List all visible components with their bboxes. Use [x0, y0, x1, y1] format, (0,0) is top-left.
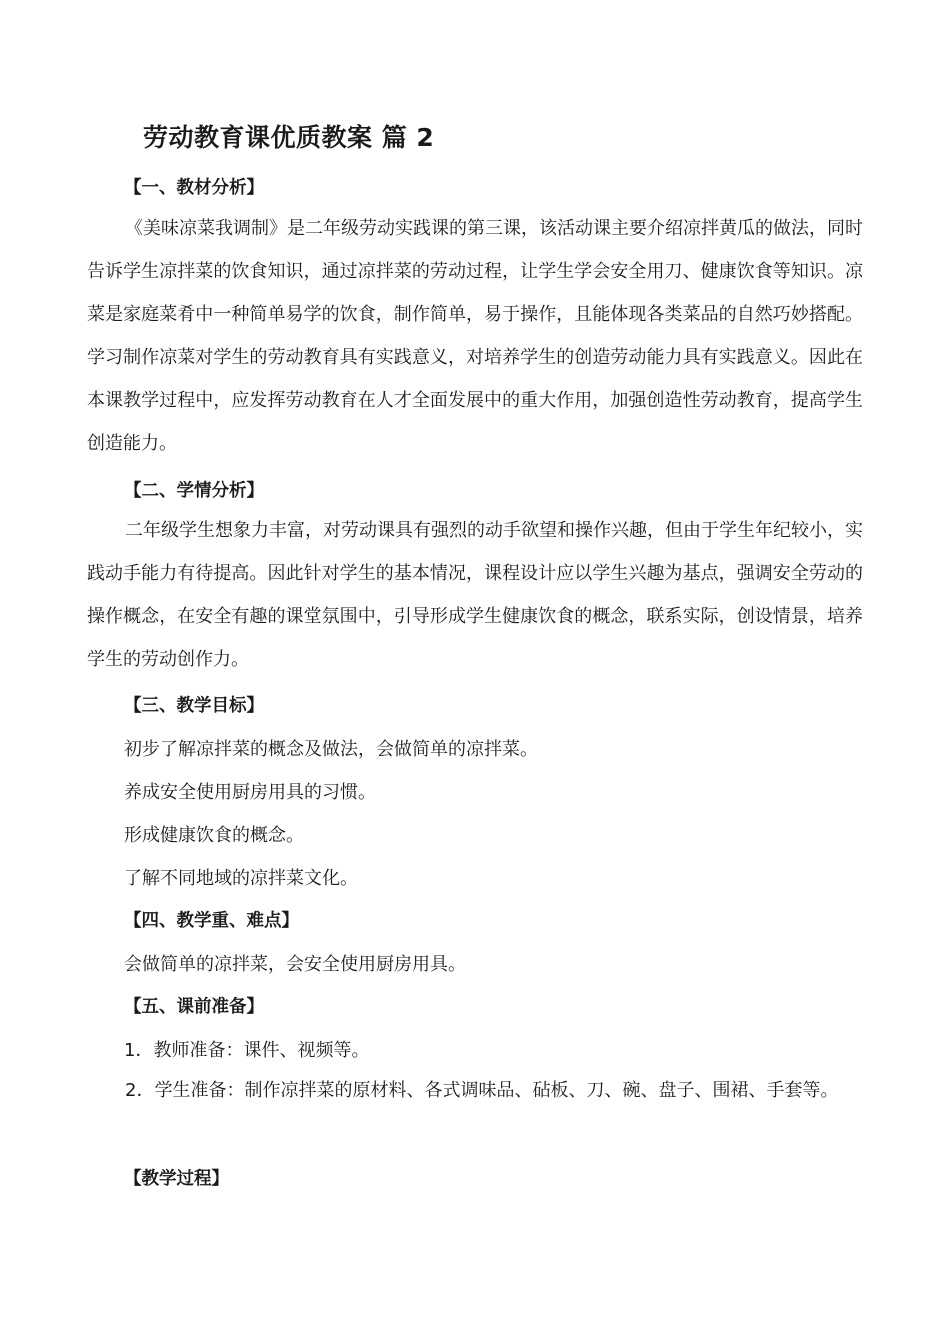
key-points-text: 会做简单的凉拌菜，会安全使用厨房用具。 — [124, 954, 466, 975]
section-heading-student-analysis: 【二、学情分析】 — [124, 481, 264, 501]
document-title: 劳动教育课优质教案 篇 2 — [143, 123, 435, 152]
section-heading-preparation: 【五、课前准备】 — [124, 997, 264, 1017]
preparation-item-teacher: 1．教师准备：课件、视频等。 — [124, 1040, 370, 1061]
section-heading-teaching-objectives: 【三、教学目标】 — [124, 696, 264, 716]
section-heading-teaching-process: 【教学过程】 — [124, 1169, 229, 1189]
objective-item: 形成健康饮食的概念。 — [124, 825, 304, 846]
objective-item: 初步了解凉拌菜的概念及做法，会做简单的凉拌菜。 — [124, 739, 538, 760]
objective-item: 养成安全使用厨房用具的习惯。 — [124, 782, 376, 803]
section-heading-key-points: 【四、教学重、难点】 — [124, 911, 299, 931]
preparation-item-student: 2．学生准备：制作凉拌菜的原材料、各式调味品、砧板、刀、碗、盘子、围裙、手套等。 — [125, 1080, 839, 1101]
paragraph-textbook-analysis: 《美味凉菜我调制》是二年级劳动实践课的第三课，该活动课主要介绍凉拌黄瓜的做法，同时告诉学生凉拌菜的饮食知识，通过凉拌菜的劳动过程，让学生学会安全用刀、健康饮食等知识。凉菜是家庭菜肴中一种简单易学的饮食，制作简单，易于操作，且能体现各类菜品的自然巧妙搭配。学习制作凉菜对学生的劳动教育具有实践意义，对培养学生的创造劳动能力具有实践意义。因此在本课教学过程中，应发挥劳动教育在人才全面发展中的重大作用，加强创造性劳动教育，提高学生创造能力。 — [87, 218, 863, 454]
paragraph-student-analysis: 二年级学生想象力丰富，对劳动课具有强烈的动手欲望和操作兴趣，但由于学生年纪较小，实践动手能力有待提高。因此针对学生的基本情况，课程设计应以学生兴趣为基点，强调安全劳动的操作概念，在安全有趣的课堂氛围中，引导形成学生健康饮食的概念，联系实际，创设情景，培养学生的劳动创作力。 — [87, 520, 863, 670]
section-heading-textbook-analysis: 【一、教材分析】 — [124, 178, 264, 198]
objective-item: 了解不同地域的凉拌菜文化。 — [124, 868, 358, 889]
